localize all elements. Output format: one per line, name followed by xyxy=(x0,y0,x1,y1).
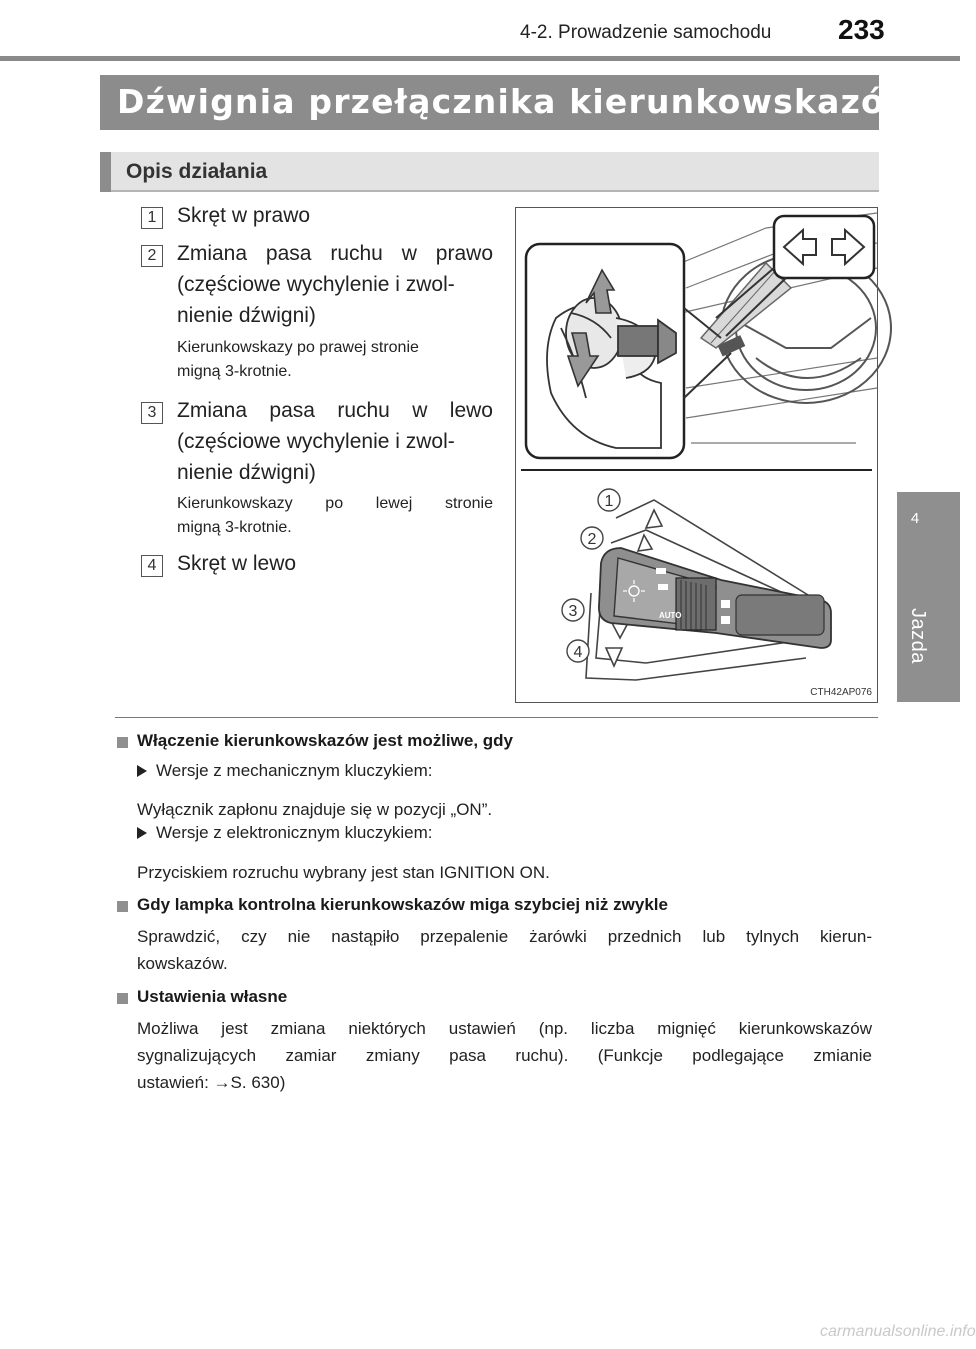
note-heading-1: Włączenie kierunkowskazów jest możliwe, gdy xyxy=(137,731,514,750)
chapter-label: Jazda xyxy=(907,608,929,664)
page-heading: Dźwignia przełącznika kierunkowskazów xyxy=(117,82,917,121)
subheader-title: Opis działania xyxy=(126,160,268,183)
item-text-3-line1: Zmiana pasa ruchu w lewo xyxy=(177,399,493,422)
note-3-line1: Możliwa jest zmiana niektórych ustawień (np. liczba mignięć kierunkowskazów xyxy=(137,1019,872,1038)
triangle-bullet-icon xyxy=(137,827,147,839)
item-number-2: 2 xyxy=(141,245,163,267)
note-bullet-square-3 xyxy=(117,993,128,1004)
auto-label: AUTO xyxy=(659,611,682,620)
callout-2: 2 xyxy=(587,531,597,548)
note-3-line3[interactable]: ustawień: →S. 630) xyxy=(137,1073,286,1092)
illustration-svg xyxy=(516,208,877,702)
item-note-2-line2: migną 3-krotnie. xyxy=(177,363,292,380)
item-note-3-line2: migną 3-krotnie. xyxy=(177,519,292,536)
item-text-2-line1: Zmiana pasa ruchu w prawo xyxy=(177,242,493,265)
item-text-2-line3: nienie dźwigni) xyxy=(177,304,316,327)
item-text-1: Skręt w prawo xyxy=(177,204,311,227)
note-1-sub-1-bullet: Wersje z mechanicznym kluczykiem: xyxy=(156,761,433,780)
page-number: 233 xyxy=(838,14,885,45)
triangle-bullet-icon xyxy=(137,765,147,777)
section-title: 4-2. Prowadzenie samochodu xyxy=(520,22,772,43)
callout-1: 1 xyxy=(604,493,614,510)
section-divider xyxy=(115,717,878,718)
note-3-line2: sygnalizujących zamiar zmiany pasa ruchu). (Funkcje podlegające zmianie xyxy=(137,1046,872,1065)
subheader-marker xyxy=(100,152,111,192)
figure-code: CTH42AP076 xyxy=(810,687,872,698)
note-heading-3: Ustawienia własne xyxy=(137,987,288,1006)
item-number-1: 1 xyxy=(141,207,163,229)
item-text-4: Skręt w lewo xyxy=(177,552,297,575)
item-text-3-line3: nienie dźwigni) xyxy=(177,461,316,484)
note-1-sub-1-text: Wyłącznik zapłonu znajduje się w pozycji „ON”. xyxy=(137,800,493,819)
item-note-2-line1: Kierunkowskazy po prawej stronie xyxy=(177,339,419,356)
chapter-number: 4 xyxy=(910,510,920,527)
note-1-sub-2-bullet: Wersje z elektronicznym kluczykiem: xyxy=(156,823,433,842)
item-number-3: 3 xyxy=(141,402,163,424)
note-1-sub-2-text: Przyciskiem rozruchu wybrany jest stan IGNITION ON. xyxy=(137,863,550,882)
item-text-2-line2: (częściowe wychylenie i zwol- xyxy=(177,273,455,296)
header-rule xyxy=(0,56,960,61)
turn-signal-illustration xyxy=(515,207,878,703)
note-2-line1: Sprawdzić, czy nie nastąpiło przepalenie żarówki przednich lub tylnych kierun- xyxy=(137,927,872,946)
note-bullet-square-1 xyxy=(117,737,128,748)
item-number-4: 4 xyxy=(141,555,163,577)
callout-3: 3 xyxy=(568,603,578,620)
note-heading-2: Gdy lampka kontrolna kierunkowskazów miga szybciej niż zwykle xyxy=(137,895,668,914)
note-bullet-square-2 xyxy=(117,901,128,912)
watermark: carmanualsonline.info xyxy=(820,1323,976,1340)
callout-4: 4 xyxy=(573,644,583,661)
note-2-line2: kowskazów. xyxy=(137,954,228,973)
item-text-3-line2: (częściowe wychylenie i zwol- xyxy=(177,430,455,453)
item-note-3-line1: Kierunkowskazy po lewej stronie xyxy=(177,495,493,512)
